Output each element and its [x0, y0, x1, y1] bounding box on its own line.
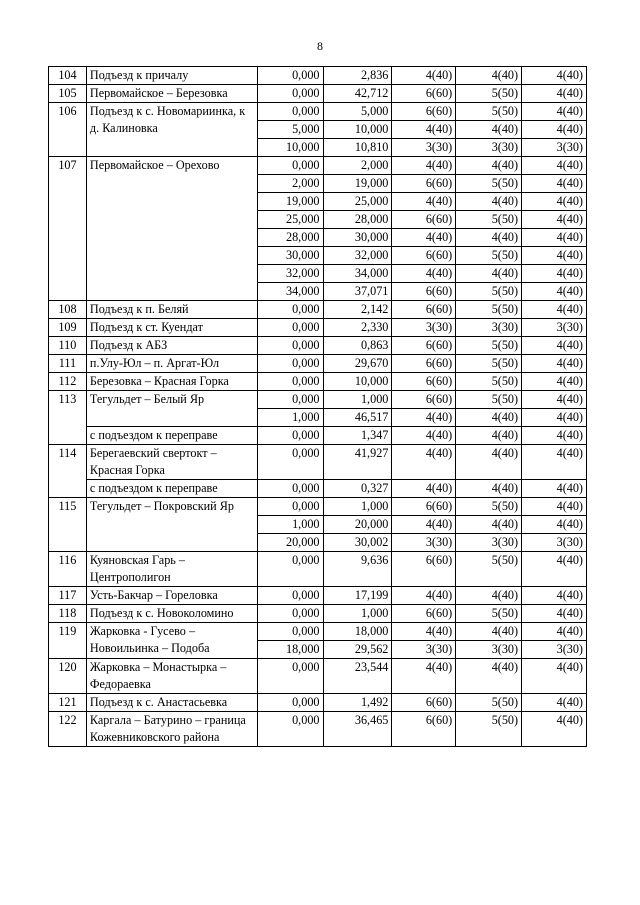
road-name: Подъезд к с. Новоколомино — [86, 605, 257, 623]
km-end: 10,000 — [323, 373, 392, 391]
road-name: Берегаевский свертокт – Красная Горка — [86, 445, 257, 480]
table-row — [49, 552, 587, 587]
page-number: 8 — [317, 39, 323, 53]
category-3: 3(30) — [522, 641, 587, 659]
category-3: 4(40) — [522, 552, 587, 587]
category-3: 4(40) — [522, 283, 587, 301]
table-row — [49, 712, 587, 747]
category-1: 6(60) — [392, 301, 456, 319]
road-name: Подъезд к п. Беляй — [86, 301, 257, 319]
category-2: 4(40) — [456, 427, 522, 445]
category-1: 4(40) — [392, 516, 456, 534]
km-start: 0,000 — [257, 552, 323, 587]
category-1: 6(60) — [392, 605, 456, 623]
km-end: 32,000 — [323, 247, 392, 265]
km-start: 0,000 — [257, 319, 323, 337]
km-end: 19,000 — [323, 175, 392, 193]
category-2: 4(40) — [456, 193, 522, 211]
km-start: 30,000 — [257, 247, 323, 265]
category-3: 3(30) — [522, 534, 587, 552]
row-number: 104 — [49, 67, 87, 85]
road-name: Усть-Бакчар – Гореловка — [86, 587, 257, 605]
table-row — [49, 694, 587, 712]
category-1: 6(60) — [392, 211, 456, 229]
road-name: Подъезд к с. Новомариинка, к д. Калиновка — [86, 103, 257, 157]
road-name: Первомайское – Орехово — [86, 157, 257, 301]
category-1: 3(30) — [392, 139, 456, 157]
km-end: 28,000 — [323, 211, 392, 229]
km-end: 36,465 — [323, 712, 392, 747]
km-end: 10,810 — [323, 139, 392, 157]
category-3: 4(40) — [522, 337, 587, 355]
category-1: 6(60) — [392, 552, 456, 587]
road-name: Жарковка – Монастырка – Федораевка — [86, 659, 257, 694]
category-2: 4(40) — [456, 229, 522, 247]
category-2: 4(40) — [456, 409, 522, 427]
category-3: 4(40) — [522, 157, 587, 175]
category-2: 5(50) — [456, 552, 522, 587]
km-end: 9,636 — [323, 552, 392, 587]
category-3: 4(40) — [522, 605, 587, 623]
km-end: 1,347 — [323, 427, 392, 445]
category-2: 5(50) — [456, 283, 522, 301]
category-2: 4(40) — [456, 587, 522, 605]
table-row — [49, 498, 587, 516]
category-1: 6(60) — [392, 103, 456, 121]
km-end: 0,863 — [323, 337, 392, 355]
category-1: 4(40) — [392, 229, 456, 247]
category-3: 4(40) — [522, 623, 587, 641]
category-3: 4(40) — [522, 445, 587, 480]
category-1: 6(60) — [392, 373, 456, 391]
table-row — [49, 587, 587, 605]
table-row — [49, 605, 587, 623]
category-3: 4(40) — [522, 427, 587, 445]
row-number: 120 — [49, 659, 87, 694]
category-3: 4(40) — [522, 409, 587, 427]
category-2: 5(50) — [456, 498, 522, 516]
km-end: 20,000 — [323, 516, 392, 534]
category-1: 4(40) — [392, 193, 456, 211]
table-row — [49, 157, 587, 175]
category-1: 4(40) — [392, 427, 456, 445]
category-2: 5(50) — [456, 337, 522, 355]
table-row — [49, 337, 587, 355]
table-row — [49, 623, 587, 641]
row-number: 113 — [49, 391, 87, 445]
category-1: 4(40) — [392, 265, 456, 283]
category-1: 6(60) — [392, 337, 456, 355]
category-3: 4(40) — [522, 694, 587, 712]
category-3: 4(40) — [522, 175, 587, 193]
row-number: 111 — [49, 355, 87, 373]
category-1: 4(40) — [392, 480, 456, 498]
category-1: 6(60) — [392, 247, 456, 265]
km-start: 10,000 — [257, 139, 323, 157]
km-start: 1,000 — [257, 409, 323, 427]
category-1: 6(60) — [392, 355, 456, 373]
km-end: 17,199 — [323, 587, 392, 605]
category-3: 4(40) — [522, 265, 587, 283]
row-number: 107 — [49, 157, 87, 301]
km-end: 10,000 — [323, 121, 392, 139]
km-end: 1,000 — [323, 391, 392, 409]
road-name: Березовка – Красная Горка — [86, 373, 257, 391]
category-2: 5(50) — [456, 605, 522, 623]
km-end: 29,670 — [323, 355, 392, 373]
km-end: 1,000 — [323, 605, 392, 623]
km-end: 2,000 — [323, 157, 392, 175]
category-2: 5(50) — [456, 301, 522, 319]
road-name: Тегульдет – Покровский Яр — [86, 498, 257, 552]
km-start: 19,000 — [257, 193, 323, 211]
category-3: 3(30) — [522, 139, 587, 157]
km-end: 1,000 — [323, 498, 392, 516]
category-2: 3(30) — [456, 139, 522, 157]
category-3: 4(40) — [522, 373, 587, 391]
category-3: 4(40) — [522, 391, 587, 409]
category-2: 4(40) — [456, 623, 522, 641]
km-start: 0,000 — [257, 85, 323, 103]
category-1: 4(40) — [392, 623, 456, 641]
row-number: 112 — [49, 373, 87, 391]
km-start: 25,000 — [257, 211, 323, 229]
category-3: 4(40) — [522, 85, 587, 103]
category-1: 6(60) — [392, 175, 456, 193]
category-2: 5(50) — [456, 373, 522, 391]
category-3: 4(40) — [522, 193, 587, 211]
category-3: 4(40) — [522, 103, 587, 121]
category-1: 6(60) — [392, 498, 456, 516]
km-start: 0,000 — [257, 373, 323, 391]
km-start: 1,000 — [257, 516, 323, 534]
category-2: 5(50) — [456, 211, 522, 229]
category-1: 4(40) — [392, 121, 456, 139]
category-1: 3(30) — [392, 534, 456, 552]
category-3: 4(40) — [522, 659, 587, 694]
road-table — [48, 66, 587, 747]
category-1: 3(30) — [392, 641, 456, 659]
category-3: 4(40) — [522, 587, 587, 605]
road-name: Подъезд к ст. Куендат — [86, 319, 257, 337]
category-3: 4(40) — [522, 67, 587, 85]
km-end: 2,836 — [323, 67, 392, 85]
km-start: 0,000 — [257, 605, 323, 623]
category-1: 4(40) — [392, 659, 456, 694]
km-start: 0,000 — [257, 659, 323, 694]
category-2: 4(40) — [456, 480, 522, 498]
km-start: 0,000 — [257, 445, 323, 480]
category-2: 5(50) — [456, 694, 522, 712]
road-name: Куяновская Гарь – Центрополигон — [86, 552, 257, 587]
row-number: 115 — [49, 498, 87, 552]
table-row — [49, 103, 587, 121]
km-start: 20,000 — [257, 534, 323, 552]
category-1: 6(60) — [392, 712, 456, 747]
road-name: Жарковка - Гусево – Новоильинка – Подоба — [86, 623, 257, 659]
category-1: 4(40) — [392, 157, 456, 175]
km-start: 0,000 — [257, 391, 323, 409]
km-start: 0,000 — [257, 301, 323, 319]
km-end: 5,000 — [323, 103, 392, 121]
row-number: 110 — [49, 337, 87, 355]
category-2: 3(30) — [456, 319, 522, 337]
km-start: 32,000 — [257, 265, 323, 283]
km-start: 0,000 — [257, 157, 323, 175]
km-start: 0,000 — [257, 427, 323, 445]
km-start: 0,000 — [257, 712, 323, 747]
km-end: 41,927 — [323, 445, 392, 480]
table-row — [49, 301, 587, 319]
category-3: 3(30) — [522, 319, 587, 337]
km-end: 37,071 — [323, 283, 392, 301]
category-2: 3(30) — [456, 641, 522, 659]
table-row — [49, 355, 587, 373]
category-1: 6(60) — [392, 694, 456, 712]
row-number: 105 — [49, 85, 87, 103]
road-name: Подъезд к причалу — [86, 67, 257, 85]
category-3: 4(40) — [522, 211, 587, 229]
table-row — [49, 391, 587, 409]
category-3: 4(40) — [522, 516, 587, 534]
category-2: 4(40) — [456, 659, 522, 694]
km-start: 5,000 — [257, 121, 323, 139]
km-end: 2,142 — [323, 301, 392, 319]
km-end: 29,562 — [323, 641, 392, 659]
km-end: 46,517 — [323, 409, 392, 427]
category-2: 4(40) — [456, 445, 522, 480]
category-2: 5(50) — [456, 247, 522, 265]
km-start: 18,000 — [257, 641, 323, 659]
road-name: п.Улу-Юл – п. Аргат-Юл — [86, 355, 257, 373]
km-end: 34,000 — [323, 265, 392, 283]
km-end: 30,002 — [323, 534, 392, 552]
category-2: 5(50) — [456, 355, 522, 373]
category-3: 4(40) — [522, 247, 587, 265]
km-start: 0,000 — [257, 498, 323, 516]
row-number: 109 — [49, 319, 87, 337]
category-2: 4(40) — [456, 265, 522, 283]
row-number: 119 — [49, 623, 87, 659]
category-3: 4(40) — [522, 498, 587, 516]
row-number: 121 — [49, 694, 87, 712]
category-1: 6(60) — [392, 85, 456, 103]
category-2: 4(40) — [456, 157, 522, 175]
category-2: 4(40) — [456, 516, 522, 534]
category-2: 5(50) — [456, 103, 522, 121]
km-start: 0,000 — [257, 67, 323, 85]
category-1: 3(30) — [392, 319, 456, 337]
km-end: 2,330 — [323, 319, 392, 337]
category-1: 4(40) — [392, 409, 456, 427]
km-start: 0,000 — [257, 355, 323, 373]
km-start: 0,000 — [257, 480, 323, 498]
km-end: 42,712 — [323, 85, 392, 103]
km-end: 18,000 — [323, 623, 392, 641]
km-end: 1,492 — [323, 694, 392, 712]
row-number: 116 — [49, 552, 87, 587]
row-number: 106 — [49, 103, 87, 157]
row-number: 122 — [49, 712, 87, 747]
category-1: 6(60) — [392, 391, 456, 409]
row-number: 117 — [49, 587, 87, 605]
road-name: Подъезд к с. Анастасьевка — [86, 694, 257, 712]
km-start: 0,000 — [257, 694, 323, 712]
category-1: 6(60) — [392, 283, 456, 301]
km-end: 23,544 — [323, 659, 392, 694]
category-3: 4(40) — [522, 355, 587, 373]
table-row — [49, 480, 587, 498]
category-3: 4(40) — [522, 712, 587, 747]
road-subname: с подъездом к переправе — [86, 427, 257, 445]
road-name: Подъезд к АБЗ — [86, 337, 257, 355]
category-3: 4(40) — [522, 301, 587, 319]
category-3: 4(40) — [522, 121, 587, 139]
category-1: 4(40) — [392, 445, 456, 480]
km-start: 0,000 — [257, 587, 323, 605]
km-start: 2,000 — [257, 175, 323, 193]
row-number: 118 — [49, 605, 87, 623]
km-start: 34,000 — [257, 283, 323, 301]
km-start: 0,000 — [257, 623, 323, 641]
category-2: 4(40) — [456, 121, 522, 139]
km-start: 0,000 — [257, 103, 323, 121]
row-number: 114 — [49, 445, 87, 498]
km-end: 0,327 — [323, 480, 392, 498]
km-start: 28,000 — [257, 229, 323, 247]
category-3: 4(40) — [522, 229, 587, 247]
category-2: 5(50) — [456, 712, 522, 747]
table-row — [49, 659, 587, 694]
category-2: 4(40) — [456, 67, 522, 85]
road-subname: с подъездом к переправе — [86, 480, 257, 498]
table-row — [49, 445, 587, 480]
table-row — [49, 67, 587, 85]
category-2: 5(50) — [456, 175, 522, 193]
category-3: 4(40) — [522, 480, 587, 498]
road-name: Первомайское – Березовка — [86, 85, 257, 103]
road-name: Каргала – Батурино – граница Кожевниковского района — [86, 712, 257, 747]
km-start: 0,000 — [257, 337, 323, 355]
table-row — [49, 427, 587, 445]
row-number: 108 — [49, 301, 87, 319]
km-end: 30,000 — [323, 229, 392, 247]
category-2: 5(50) — [456, 391, 522, 409]
category-1: 4(40) — [392, 67, 456, 85]
km-end: 25,000 — [323, 193, 392, 211]
category-2: 3(30) — [456, 534, 522, 552]
table-row — [49, 373, 587, 391]
table-row — [49, 319, 587, 337]
category-1: 4(40) — [392, 587, 456, 605]
table-row — [49, 85, 587, 103]
road-name: Тегульдет – Белый Яр — [86, 391, 257, 427]
category-2: 5(50) — [456, 85, 522, 103]
